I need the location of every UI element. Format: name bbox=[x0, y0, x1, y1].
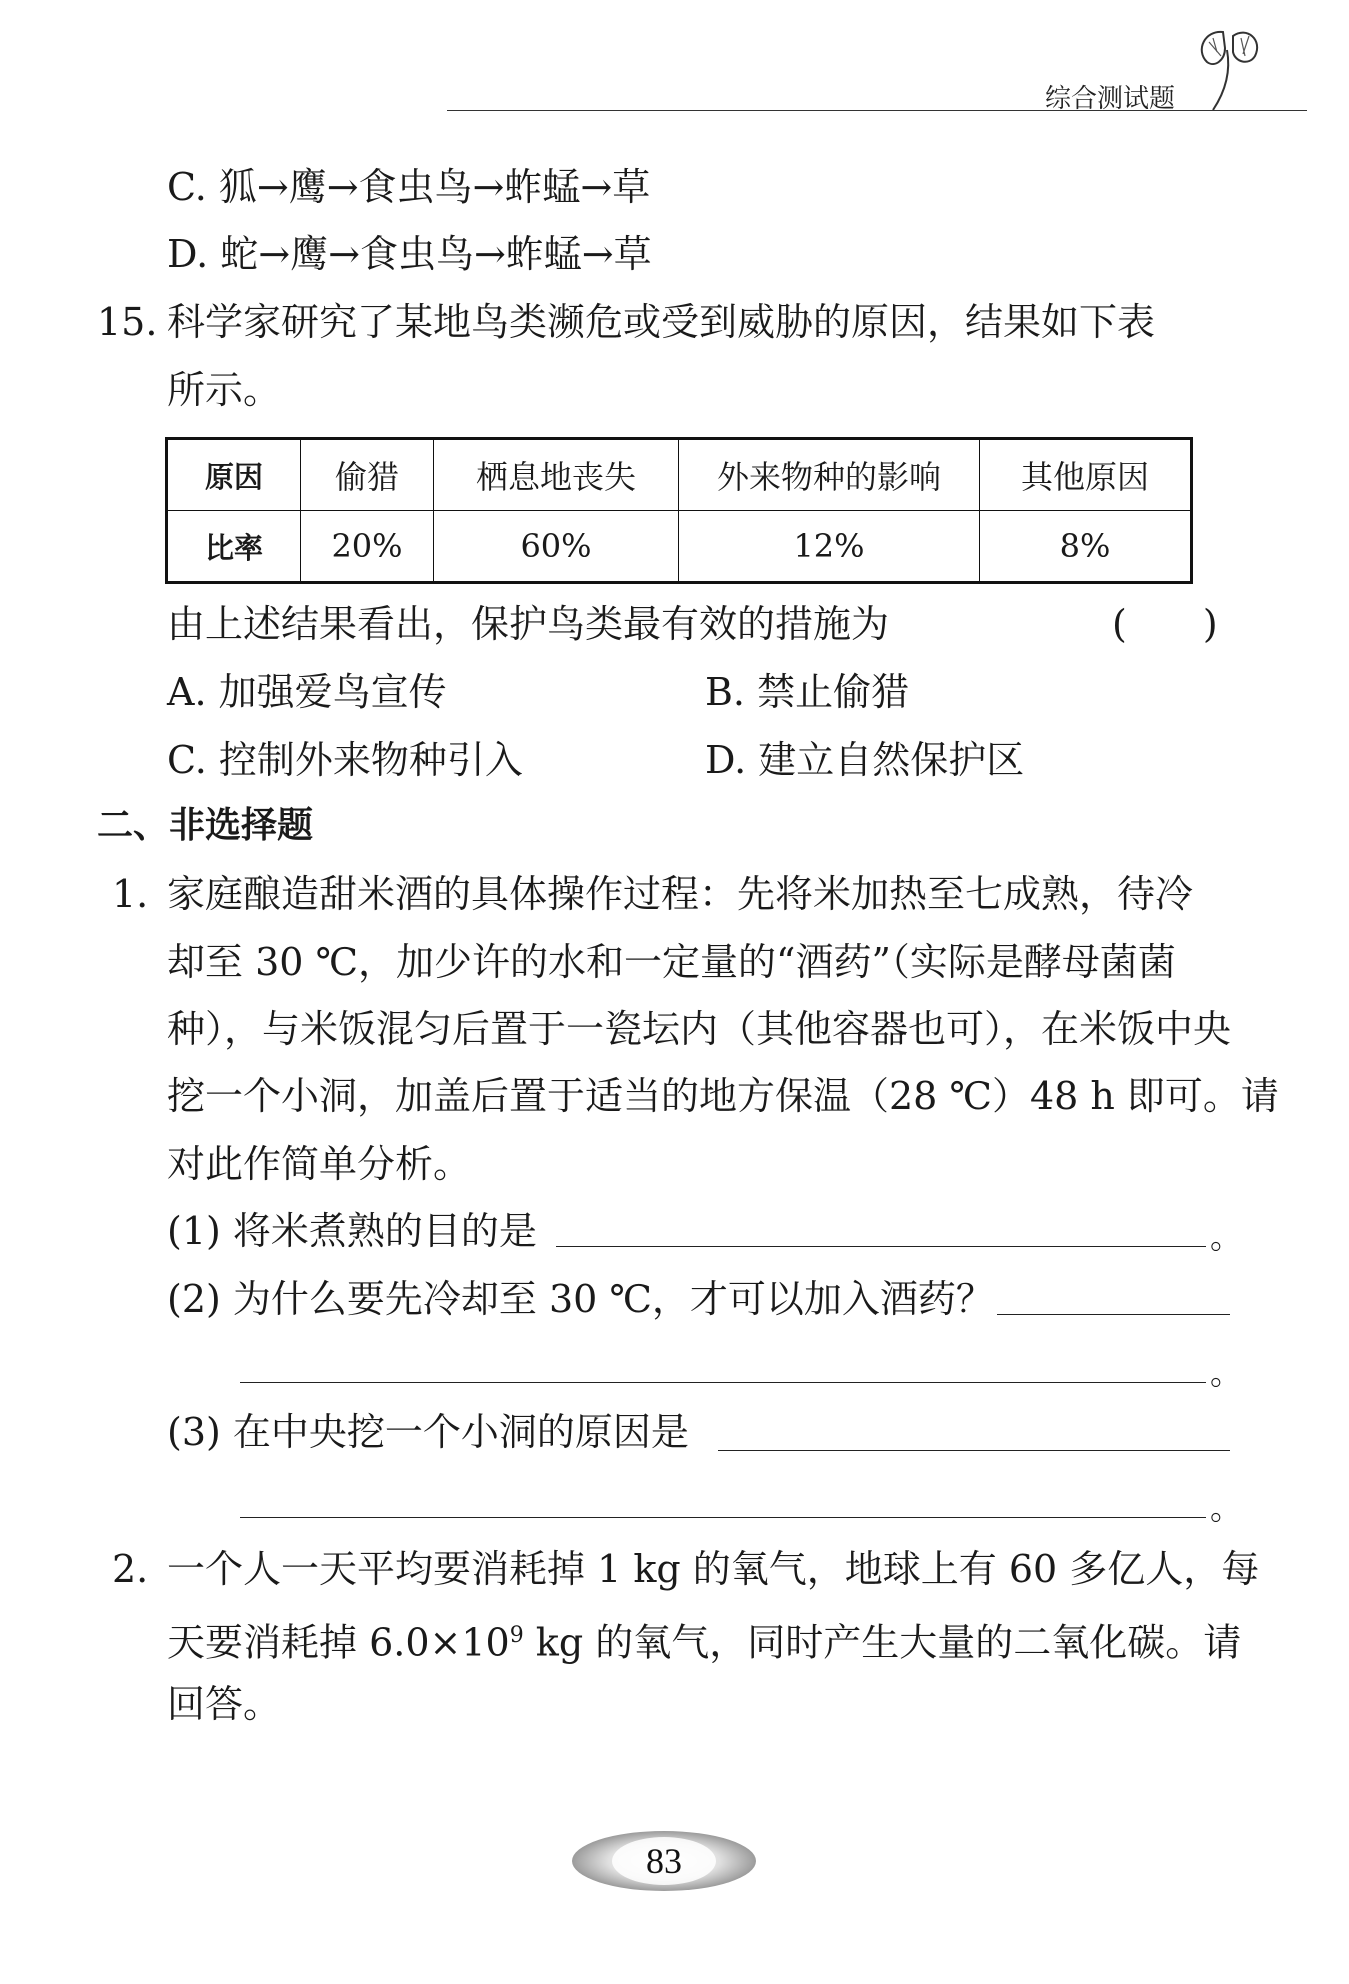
q15-option-c: C. 控制外来物种引入 bbox=[167, 738, 523, 782]
table-col-other: 其他原因 bbox=[980, 439, 1192, 511]
table-value-other: 8% bbox=[980, 511, 1192, 583]
period: 。 bbox=[1210, 1218, 1243, 1256]
answer-blank[interactable] bbox=[240, 1382, 1206, 1383]
table-value-invasive-species: 12% bbox=[679, 511, 980, 583]
q15-question: 由上述结果看出，保护鸟类最有效的措施为 bbox=[167, 602, 890, 646]
q15-stem-line1: 科学家研究了某地鸟类濒危或受到威胁的原因，结果如下表 bbox=[167, 300, 1156, 344]
q15-data-table bbox=[165, 437, 1193, 584]
q15-stem-line2: 所示。 bbox=[167, 368, 282, 412]
section-title: 二、非选择题 bbox=[97, 805, 314, 846]
table-row bbox=[167, 439, 1192, 511]
sq2-number: 2. bbox=[112, 1547, 149, 1591]
header-title: 综合测试题 bbox=[1045, 84, 1176, 114]
table-row-label: 比率 bbox=[167, 511, 301, 583]
sq1-line5: 对此作简单分析。 bbox=[167, 1142, 472, 1186]
sq2-line1: 一个人一天平均要消耗掉 1 kg 的氧气，地球上有 60 多亿人，每 bbox=[167, 1547, 1260, 1591]
q15-option-d: D. 建立自然保护区 bbox=[705, 738, 1025, 782]
table-value-habitat-loss: 60% bbox=[434, 511, 679, 583]
page-number: 83 bbox=[646, 1841, 682, 1881]
table-col-invasive-species: 外来物种的影响 bbox=[679, 439, 980, 511]
period: 。 bbox=[1210, 1489, 1243, 1527]
q15-option-b: B. 禁止偷猎 bbox=[705, 670, 910, 714]
q15-option-a: A. 加强爱鸟宣传 bbox=[167, 670, 447, 714]
table-col-poaching: 偷猎 bbox=[301, 439, 434, 511]
header-divider bbox=[447, 110, 1307, 111]
table-col-habitat-loss: 栖息地丧失 bbox=[434, 439, 679, 511]
q15-number: 15. bbox=[97, 300, 158, 344]
table-header-label: 原因 bbox=[167, 439, 301, 511]
sq2-line3: 回答。 bbox=[167, 1682, 282, 1726]
sq1-part2: (2) 为什么要先冷却至 30 ℃，才可以加入酒药？ bbox=[167, 1277, 994, 1321]
sq1-line3: 种），与米饭混匀后置于一瓷坛内（其他容器也可），在米饭中央 bbox=[167, 1007, 1232, 1051]
sq2-line2-end: kg 的氧气，同时产生大量的二氧化碳。请 bbox=[523, 1620, 1242, 1665]
answer-blank[interactable] bbox=[240, 1517, 1206, 1518]
sq1-line2: 却至 30 ℃，加少许的水和一定量的“酒药”（实际是酵母菌菌 bbox=[167, 940, 1176, 984]
sq1-line4: 挖一个小洞，加盖后置于适当的地方保温（28 ℃）48 h 即可。请 bbox=[167, 1074, 1279, 1118]
sq1-part1: (1) 将米煮熟的目的是 bbox=[167, 1209, 537, 1253]
sq1-part3: (3) 在中央挖一个小洞的原因是 bbox=[167, 1410, 689, 1454]
sq2-line2 bbox=[167, 1612, 1241, 1667]
answer-blank[interactable] bbox=[997, 1314, 1230, 1315]
q14-option-d: D. 蛇→鹰→食虫鸟→蚱蜢→草 bbox=[167, 232, 652, 276]
q14-option-c: C. 狐→鹰→食虫鸟→蚱蜢→草 bbox=[167, 165, 651, 209]
exponent: 9 bbox=[509, 1623, 524, 1648]
answer-blank[interactable] bbox=[556, 1246, 1206, 1247]
answer-bracket: ( ) bbox=[1112, 602, 1218, 646]
table-value-poaching: 20% bbox=[301, 511, 434, 583]
table-row bbox=[167, 511, 1192, 583]
page-number-badge bbox=[570, 1828, 758, 1894]
sq2-line2-start: 天要消耗掉 6.0×10 bbox=[167, 1620, 510, 1665]
leaf-decoration-icon bbox=[1185, 22, 1265, 112]
answer-blank[interactable] bbox=[718, 1450, 1230, 1451]
sq1-number: 1. bbox=[112, 872, 149, 916]
sq1-line1: 家庭酿造甜米酒的具体操作过程：先将米加热至七成熟，待冷 bbox=[167, 872, 1194, 916]
period: 。 bbox=[1210, 1354, 1243, 1392]
